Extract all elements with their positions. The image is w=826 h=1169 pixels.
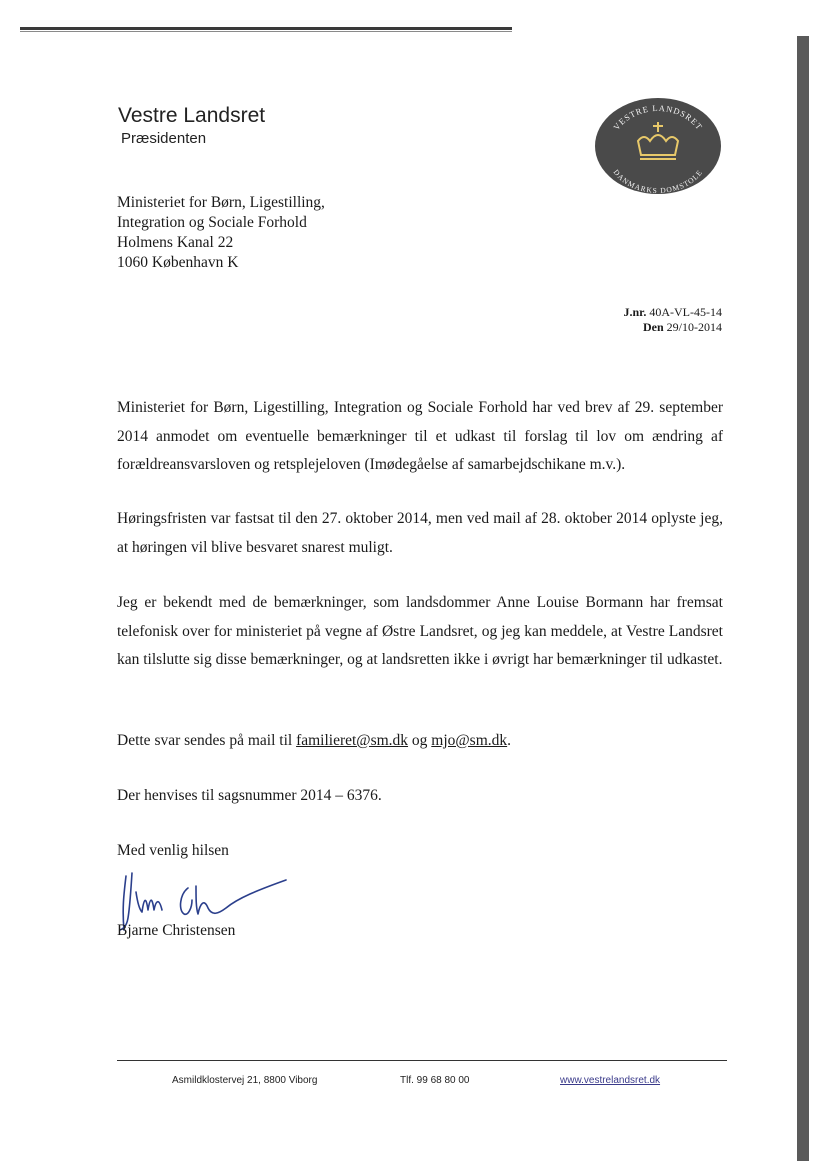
- paragraph-case-number: Der henvises til sagsnummer 2014 – 6376.: [117, 787, 382, 804]
- reference-block: [623, 305, 722, 335]
- paragraph-remarks: Jeg er bekendt med de bemærkninger, som landsdommer Anne Louise Bormann har fremsat telefonisk over for ministeriet på vegne af Østre Landsret, og jeg kan meddele, at Vestre Landsret kan tilslutte sig disse bemærkninger, og at landsretten ikke i øvrigt har bemærkninger til udkastet.: [117, 594, 723, 668]
- paragraph-mail: [117, 727, 723, 756]
- mail-text-prefix: Dette svar sendes på mail til: [117, 732, 297, 749]
- paragraph-request: Ministeriet for Børn, Ligestilling, Integration og Sociale Forhold har ved brev af 29. september 2014 anmodet om eventuelle bemærkninger til et udkast til forslag til lov om ændring af forældreansvarsloven og retsplejeloven (Imødegåelse af samarbejdschikane m.v.).: [117, 399, 723, 473]
- address-line: Integration og Sociale Forhold: [117, 214, 307, 231]
- journal-number-label: J.nr.: [623, 305, 647, 319]
- address-line: 1060 København K: [117, 254, 239, 271]
- signer-name: Bjarne Christensen: [117, 922, 236, 939]
- email-link-familieret[interactable]: familieret@sm.dk: [296, 732, 409, 749]
- letterhead-organization: Vestre Landsret: [118, 104, 266, 127]
- letterhead-office: Præsidenten: [121, 130, 207, 147]
- scan-edge-top: [20, 27, 512, 30]
- scan-edge-right: [797, 36, 809, 1161]
- letter-date: 29/10-2014: [666, 320, 722, 334]
- footer-divider: [117, 1060, 727, 1061]
- journal-number: 40A-VL-45-14: [649, 305, 722, 319]
- footer-phone: Tlf. 99 68 80 00: [400, 1075, 470, 1086]
- paragraph-deadline: Høringsfristen var fastsat til den 27. oktober 2014, men ved mail af 28. oktober 2014 oplyste jeg, at høringen vil blive besvaret snarest muligt.: [117, 510, 723, 556]
- address-line: Holmens Kanal 22: [117, 234, 234, 251]
- recipient-address: [117, 193, 325, 273]
- scan-edge-top-shadow: [20, 31, 512, 32]
- footer-website-link[interactable]: www.vestrelandsret.dk: [560, 1075, 661, 1086]
- closing-greeting: Med venlig hilsen: [117, 842, 229, 859]
- footer-address: Asmildklostervej 21, 8800 Viborg: [172, 1075, 318, 1086]
- date-label: Den: [642, 320, 664, 334]
- court-seal-logo: [594, 97, 722, 195]
- address-line: Ministeriet for Børn, Ligestilling,: [117, 194, 325, 211]
- mail-text-middle: og: [408, 732, 432, 749]
- email-link-mjo[interactable]: mjo@sm.dk: [431, 732, 508, 749]
- mail-text-suffix: .: [507, 732, 512, 749]
- svg-text:DANMARKS DOMSTOLE: DANMARKS DOMSTOLE: [611, 167, 705, 195]
- svg-text:VESTRE LANDSRET: VESTRE LANDSRET: [611, 102, 705, 133]
